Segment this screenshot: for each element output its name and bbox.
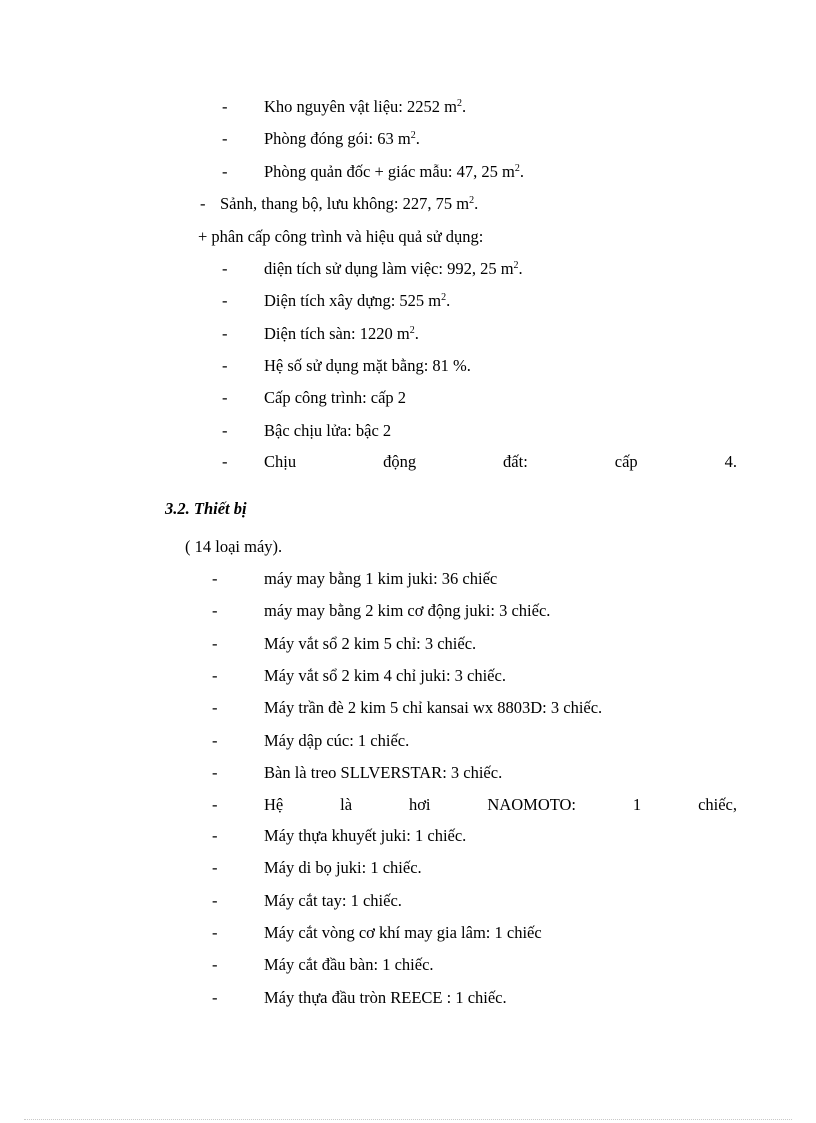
classification-item: diện tích sử dụng làm việc: 992, 25 $m^2$. bbox=[264, 259, 523, 278]
word: động bbox=[383, 452, 417, 471]
equipment-item: Máy trần đè 2 kim 5 chỉ kansai wx 8803D: 3 chiếc. bbox=[264, 698, 603, 718]
bullet-dash: - bbox=[212, 665, 218, 685]
steam-iron-item bbox=[264, 795, 737, 815]
word: Chịu bbox=[264, 452, 297, 471]
equipment-item: Máy vắt sổ 2 kim 5 chỉ: 3 chiếc. bbox=[264, 633, 477, 653]
area-item: Kho nguyên vật liệu: 2252 $m^2$. bbox=[264, 97, 467, 116]
bullet-dash: - bbox=[212, 890, 218, 910]
equipment-item: Máy di bọ juki: 1 chiếc. bbox=[264, 858, 422, 878]
equipment-item: Máy cắt vòng cơ khí may gia lâm: 1 chiếc bbox=[264, 922, 542, 942]
classification-item: Bậc chịu lửa: bậc 2 bbox=[264, 420, 392, 440]
bullet-dash: - bbox=[212, 601, 218, 621]
word: 1 bbox=[632, 795, 642, 814]
bullet-dash: - bbox=[222, 129, 228, 149]
bullet-dash: - bbox=[200, 194, 206, 213]
bullet-dash: - bbox=[222, 161, 228, 181]
bullet-dash: - bbox=[212, 826, 218, 845]
bullet-dash: - bbox=[222, 420, 228, 440]
equipment-item: Máy vắt sổ 2 kim 4 chỉ juki: 3 chiếc. bbox=[264, 665, 506, 685]
bullet-dash: - bbox=[212, 987, 218, 1007]
area-item: Phòng đóng gói: 63 $m^2$. bbox=[264, 129, 420, 149]
bullet-dash: - bbox=[222, 97, 228, 116]
classification-item: Diện tích sàn: 1220 $m^2$. bbox=[264, 323, 419, 343]
bullet-dash: - bbox=[222, 291, 228, 311]
word: đất: bbox=[503, 452, 528, 471]
word: là bbox=[340, 795, 353, 814]
word: Hệ bbox=[264, 795, 284, 814]
superscript: 2 bbox=[514, 162, 520, 174]
superscript: 2 bbox=[513, 260, 519, 271]
lobby-item: Sảnh, thang bộ, lưu không: 227, 75 $m^2$. bbox=[220, 194, 479, 213]
classification-item: Diện tích xây dựng: 525 $m^2$. bbox=[264, 291, 451, 311]
area-item: Phòng quản đốc + giác mẫu: 47, 25 $m^2$. bbox=[264, 161, 524, 181]
superscript: 2 bbox=[469, 195, 475, 206]
equipment-item: Bàn là treo SLLVERSTAR: 3 chiếc. bbox=[264, 762, 503, 782]
equipment-item: Máy cắt đầu bàn: 1 chiếc. bbox=[264, 955, 434, 975]
bullet-dash: - bbox=[222, 388, 228, 408]
bullet-dash: - bbox=[212, 730, 218, 750]
bullet-dash: - bbox=[212, 858, 218, 878]
bullet-dash: - bbox=[212, 955, 218, 975]
word: cấp bbox=[614, 452, 638, 471]
page-bottom-border bbox=[24, 1119, 792, 1120]
bullet-dash: - bbox=[212, 922, 218, 942]
classification-item: Hệ số sử dụng mặt bằng: 81 %. bbox=[264, 355, 471, 375]
superscript: 2 bbox=[441, 292, 447, 304]
bullet-dash: - bbox=[222, 323, 228, 343]
classification-title: + phân cấp công trình và hiệu quả sử dụng: bbox=[198, 227, 484, 246]
word: NAOMOTO: bbox=[487, 795, 577, 814]
equipment-item: máy may bằng 1 kim juki: 36 chiếc bbox=[264, 569, 498, 588]
earthquake-item bbox=[264, 452, 737, 472]
word: chiếc, bbox=[698, 795, 737, 814]
equipment-item: Máy cắt tay: 1 chiếc. bbox=[264, 890, 402, 910]
bullet-dash: - bbox=[222, 452, 228, 471]
word: 4. bbox=[724, 452, 737, 471]
classification-item: Cấp công trình: cấp 2 bbox=[264, 388, 407, 408]
bullet-dash: - bbox=[222, 259, 228, 278]
equipment-item: Máy dập cúc: 1 chiếc. bbox=[264, 730, 410, 750]
equipment-item: Máy thựa đầu tròn REECE : 1 chiếc. bbox=[264, 987, 507, 1007]
word: hơi bbox=[408, 795, 431, 814]
bullet-dash: - bbox=[212, 569, 218, 588]
bullet-dash: - bbox=[212, 698, 218, 718]
superscript: 2 bbox=[410, 130, 416, 142]
bullet-dash: - bbox=[222, 355, 228, 375]
section-heading: 3.2. Thiết bị bbox=[165, 499, 247, 518]
equipment-intro: ( 14 loại máy). bbox=[185, 537, 283, 556]
superscript: 2 bbox=[456, 98, 462, 109]
equipment-item: máy may bằng 2 kim cơ động juki: 3 chiếc. bbox=[264, 601, 551, 621]
bullet-dash: - bbox=[212, 633, 218, 653]
bullet-dash: - bbox=[212, 762, 218, 782]
equipment-item: Máy thựa khuyết juki: 1 chiếc. bbox=[264, 826, 467, 845]
superscript: 2 bbox=[409, 324, 415, 336]
bullet-dash: - bbox=[212, 795, 218, 814]
